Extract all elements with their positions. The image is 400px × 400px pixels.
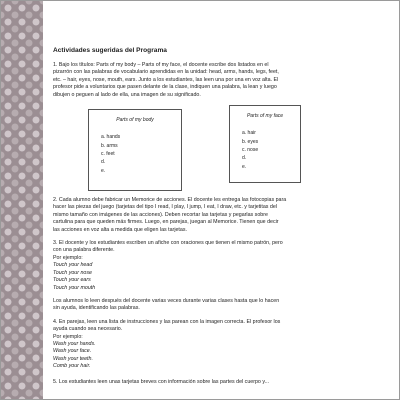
activity-1-line: etc. – hair, eyes, nose, mouth, ears. Junto a los estudiantes, las leen una por una en voz alta. El [53, 76, 279, 83]
activity-2-line: hacer las piezas del juego (tarjetas del tipo I read, I play, I jump, I eat, I draw, etc. y tarjetitas del [53, 204, 277, 211]
activity-2-line: cartulina para que queden más firmes. Luego, en parejas, juegan al Memorice. Tienen que decir [53, 219, 279, 226]
table-row: c. nose [242, 147, 259, 154]
example-sentence: Touch your nose [53, 269, 92, 276]
section-title: Actividades sugeridas del Programa [53, 47, 167, 54]
table-row: c. feet [101, 151, 115, 158]
activity-3-line: Los alumnos lo leen después del docente varias veces durante varias clases hasta que lo hacen [53, 297, 280, 304]
example-label: Por ejemplo: [53, 333, 83, 340]
activity-3 [53, 240, 391, 313]
activity-3-line: sin ayuda, identificando las palabras. [53, 305, 140, 312]
example-label: Por ejemplo: [53, 254, 83, 261]
activity-4-line: ayuda cuando sea necesario. [53, 326, 123, 333]
activity-1-line: 1. Bajo los títulos: Parts of my body – Parts of my face, el docente escribe dos listados en el [53, 62, 269, 68]
table-row: a. hands [101, 134, 121, 141]
activity-1-line: pizarrón con las palabras de vocabulario aprendidas en la unidad: head, arms, hands, legs, feet, [53, 69, 279, 76]
example-sentence: Comb your hair. [53, 363, 91, 370]
activity-2 [53, 197, 391, 234]
activity-1-line: profesor pide a voluntarios que pasen delante de la clase, indiquen una palabra, la lean y luego [53, 84, 277, 91]
vocabulary-tables [53, 105, 391, 189]
activity-2-line: mismo tamaño con imágenes de las acciones). Deben recortar las tarjetas y pegarlas sobre [53, 211, 268, 218]
example-sentence: Wash your teeth. [53, 355, 93, 362]
example-sentence: Touch your mouth [53, 284, 96, 291]
table-row: b. arms [101, 142, 118, 149]
activity-2-line: las acciones en voz alta a medida que eligen las tarjetas. [53, 226, 187, 233]
activity-3-line: 3. El docente y los estudiantes escriben un afiche con oraciones que tienen el mismo patrón, pero [53, 240, 283, 247]
example-sentence: Touch your ears [53, 277, 91, 284]
table-row: e. [242, 163, 247, 170]
activity-4 [53, 319, 391, 371]
activity-1 [53, 62, 391, 99]
document-content [53, 47, 391, 386]
activity-5-partial-line: 5. Los estudiantes leen unas tarjetas breves con información sobre las partes del cuerpo y... [53, 378, 270, 385]
parts-of-face-table [229, 105, 301, 183]
example-sentence: Wash your face. [53, 348, 92, 355]
table-row: b. eyes [242, 138, 259, 145]
table-heading: Parts of my face [246, 113, 284, 120]
activity-4-line: 4. En parejas, leen una lista de instrucciones y las parean con la imagen correcta. El profesor los [53, 318, 281, 325]
table-row: e. [101, 167, 106, 174]
table-row: d. [242, 155, 247, 162]
activity-2-line: 2. Cada alumno debe fabricar un Memorice de acciones. El docente les entrega las fotocopias para [53, 197, 287, 204]
table-row: d. [101, 159, 106, 166]
example-sentence: Wash your hands. [53, 340, 96, 347]
table-heading: Parts of my body [116, 117, 154, 124]
activity-3-line: con una palabra diferente. [53, 247, 115, 254]
activity-1-line: dibujen o peguen al lado de ella, una imagen de su significado. [53, 91, 201, 98]
table-row: a. hair [242, 130, 256, 137]
parts-of-body-table [88, 109, 182, 191]
decorative-side-stripe [1, 1, 43, 400]
example-sentence: Touch your head [53, 262, 93, 269]
